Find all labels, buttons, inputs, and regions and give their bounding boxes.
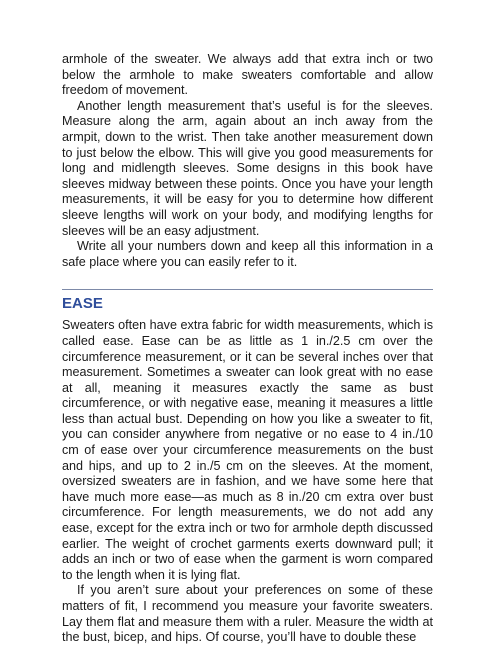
paragraph-ease-definition: Sweaters often have extra fabric for width measurements, which is called ease. Ease can be as little as 1 in./2.5 cm over the circumference measurement, or it can be several inches over that measurement. Sometimes a sweater can look great with no ease at all, meaning it measures exactly the same as bust circumference, or with negative ease, meaning it measures a little less than actual bust. Depending on how you like a sweater to fit, you can consider anywhere from negative or no ease to 4 in./10 cm of ease over your circumference measurements on the bust and hips, and up to 2 in./5 cm on the sleeves. At the moment, oversized sweaters are in fashion, and we have some here that have much more ease—as much as 8 in./20 cm extra over bust circumference. For length measurements, we do not add any ease, except for the extra inch or two for armhole depth discussed earlier. The weight of crochet garments exerts downward pull; it adds an inch or two of ease when the garment is worn compared to the length when it is lying flat.: [62, 318, 433, 582]
document-page: [62, 52, 433, 646]
paragraph-write-numbers: Write all your numbers down and keep all this information in a safe place where you can easily refer to it.: [62, 239, 433, 269]
paragraph-armhole: armhole of the sweater. We always add that extra inch or two below the armhole to make sweaters comfortable and allow freedom of movement.: [62, 52, 433, 98]
paragraph-sleeve-length: Another length measurement that’s useful is for the sleeves. Measure along the arm, again about an inch away from the armpit, down to the wrist. Then take another measurement down to just below the elbow. This will give you good measurements for long and midlength sleeves. Some designs in this book have sleeves midway between these points. Once you have your length measurements, it will be easy for you to determine how different sleeve lengths will work on your body, and modifying lengths for sleeves will be an easy adjustment.: [62, 98, 433, 238]
section-divider: [62, 289, 433, 290]
paragraph-measure-favorite-sweaters: If you aren’t sure about your preferences on some of these matters of fit, I recommend you measure your favorite sweaters. Lay them flat and measure them with a ruler. Measure the width at the bust, bicep, and hips. Of course, you’ll have to double these: [62, 583, 433, 645]
section-heading-ease: EASE: [62, 295, 103, 313]
